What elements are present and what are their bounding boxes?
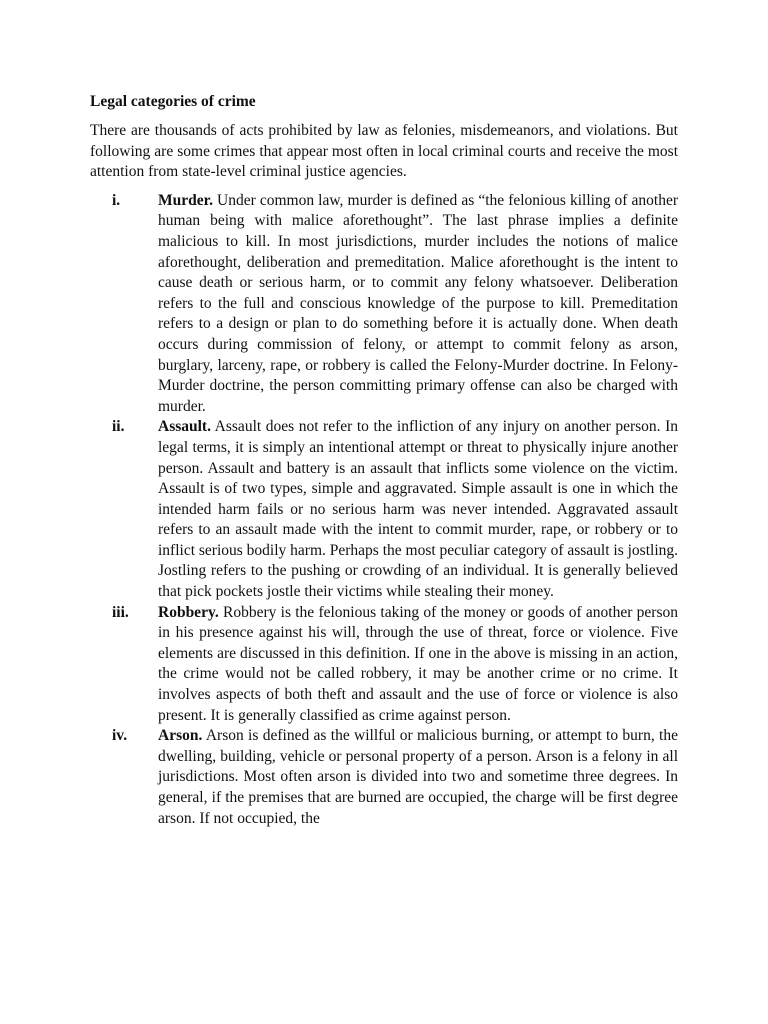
crime-description: Assault does not refer to the infliction of any injury on another person. In legal terms, it is simply an intentional attempt or threat to physically injure another person. Assault and battery is an assault that inflicts some violence on the victim. Assault is of two types, simple and aggravated. Simple assault is one in which the intended harm fails or no serious harm was never intended. Aggravated assault refers to an assault made with the intent to commit murder, rape, or robbery or to inflict serious bodily harm. Perhaps the most peculiar category of assault is jostling. Jostling refers to the pushing or crowding of an individual. It is generally believed that pick pockets jostle their victims while stealing their money. [158,418,679,601]
intro-paragraph: There are thousands of acts prohibited by law as felonies, misdemeanors, and violations. But following are some crimes that appear most often in local criminal courts and receive the most attention from state-level criminal justice agencies. [90,122,678,181]
crime-description: Robbery is the felonious taking of the money or goods of another person in his presence against his will, through the use of threat, force or violence. Five elements are discussed in this definition. If one in the above is missing in an action, the crime would not be called robbery, it may be another crime or no crime. It involves aspects of both theft and assault and the use of force or violence is also present. It is generally classified as crime against person. [158,603,678,724]
crime-description: Under common law, murder is defined as “the felonious killing of another human being with malice aforethought”. The last phrase implies a definite malicious to kill. In most jurisdictions, murder includes the notions of malice aforethought, deliberation and premeditation. Malice aforethought is the intent to cause death or serious harm, or to commit any felony whatsoever. Deliberation refers to the full and conscious knowledge of the purpose to kill. Premeditation refers to a design or plan to do something before it is actually done. When death occurs during commission of felony, or attempt to commit felony as arson, burglary, larceny, rape, or robbery is called the Felony-Murder doctrine. In Felony-Murder doctrine, the person committing primary offense can also be charged with murder. [158,191,678,415]
list-item-murder [90,191,678,418]
crime-term: Assault. [158,418,211,436]
list-numeral: ii. [112,418,125,436]
document-page [90,92,678,829]
list-item-robbery [90,603,678,727]
list-numeral: i. [112,191,121,209]
list-numeral: iv. [112,727,128,745]
list-item-arson [90,726,678,829]
list-numeral: iii. [112,603,129,621]
crime-term: Arson. [158,727,203,745]
crime-term: Murder. [158,191,213,209]
crime-description: Arson is defined as the willful or malicious burning, or attempt to burn, the dwelling, building, vehicle or personal property of a person. Arson is a felony in all jurisdictions. Most often arson is divided into two and sometime three degrees. In general, if the premises that are burned are occupied, the charge will be first degree arson. If not occupied, the [158,727,678,827]
list-item-assault [90,417,678,602]
crime-list [90,191,678,829]
section-heading: Legal categories of crime [90,93,256,110]
crime-term: Robbery. [158,603,219,621]
